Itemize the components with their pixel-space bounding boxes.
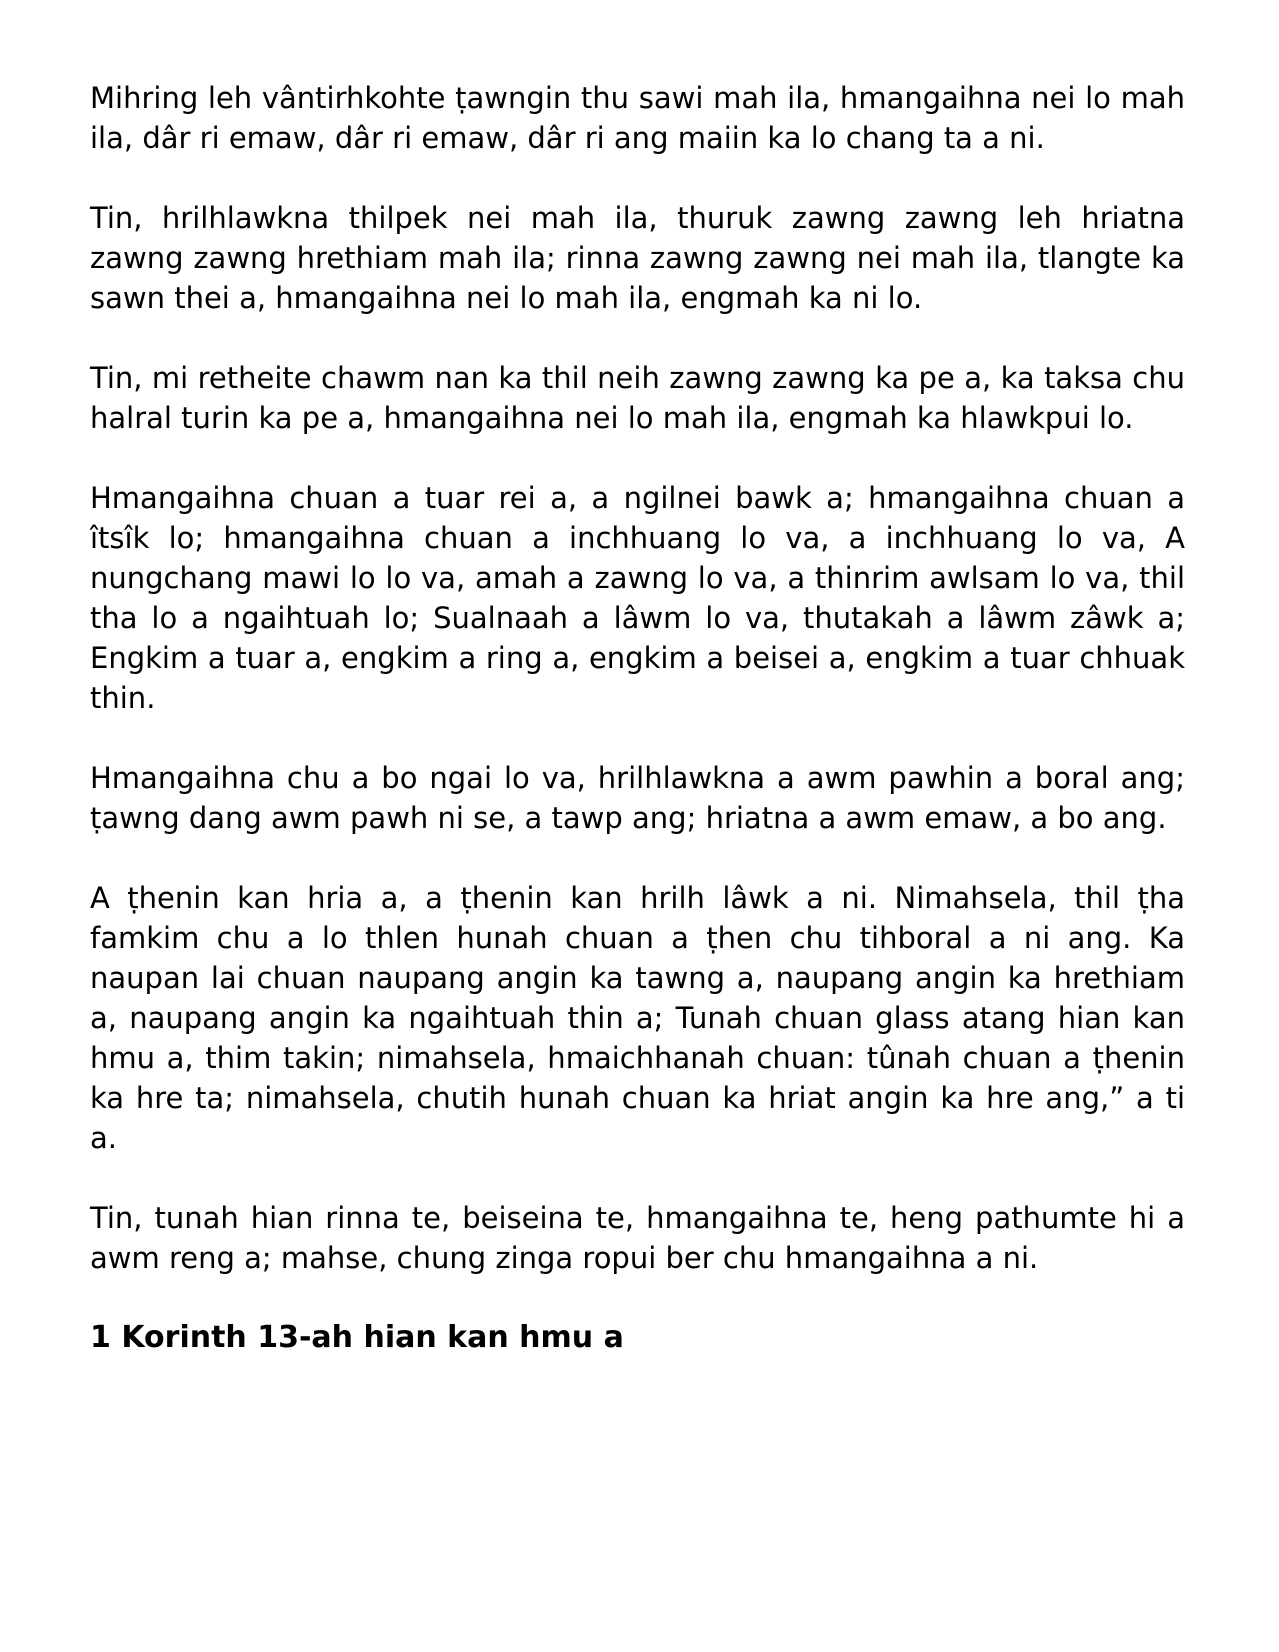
section-heading: 1 Korinth 13-ah hian kan hmu a: [90, 1320, 624, 1355]
paragraph-6: A ṭhenin kan hria a, a ṭhenin kan hrilh lâwk a ni. Nimahsela, thil ṭha famkim chu a lo thlen hunah chuan a ṭhen chu tihboral a ni ang. Ka naupan lai chuan naupang angin ka tawng a, naupang angin ka hrethiam a, naupang angin ka ngaihtuah thin a; Tunah chuan glass atang hian kan hmu a, thim takin; nimahsela, hmaichhanah chuan: tûnah chuan a ṭhenin ka hre ta; nimahsela, chutih hunah chuan ka hriat angin ka hre ang,” a ti a.: [90, 881, 1185, 1155]
paragraph-7: Tin, tunah hian rinna te, beiseina te, hmangaihna te, heng pathumte hi a awm reng a; mahse, chung zinga ropui ber chu hmangaihna a ni.: [90, 1201, 1185, 1275]
paragraph-4: Hmangaihna chuan a tuar rei a, a ngilnei bawk a; hmangaihna chuan a îtsîk lo; hmangaihna chuan a inchhuang lo va, a inchhuang lo va, A nungchang mawi lo lo va, amah a zawng lo va, a thinrim awlsam lo va, thil tha lo a ngaihtuah lo; Sualnaah a lâwm lo va, thutakah a lâwm zâwk a; Engkim a tuar a, engkim a ring a, engkim a beisei a, engkim a tuar chhuak thin.: [90, 481, 1185, 715]
document-page: [90, 78, 1185, 1358]
paragraph-2: Tin, hrilhlawkna thilpek nei mah ila, thuruk zawng zawng leh hriatna zawng zawng hrethiam mah ila; rinna zawng zawng nei mah ila, tlangte ka sawn thei a, hmangaihna nei lo mah ila, engmah ka ni lo.: [90, 201, 1185, 315]
paragraph-5: Hmangaihna chu a bo ngai lo va, hrilhlawkna a awm pawhin a boral ang; ṭawng dang awm pawh ni se, a tawp ang; hriatna a awm emaw, a bo ang.: [90, 761, 1185, 835]
paragraph-3: Tin, mi retheite chawm nan ka thil neih zawng zawng ka pe a, ka taksa chu halral turin ka pe a, hmangaihna nei lo mah ila, engmah ka hlawkpui lo.: [90, 361, 1185, 435]
paragraph-1: Mihring leh vântirhkohte ṭawngin thu sawi mah ila, hmangaihna nei lo mah ila, dâr ri emaw, dâr ri emaw, dâr ri ang maiin ka lo chang ta a ni.: [90, 81, 1185, 155]
